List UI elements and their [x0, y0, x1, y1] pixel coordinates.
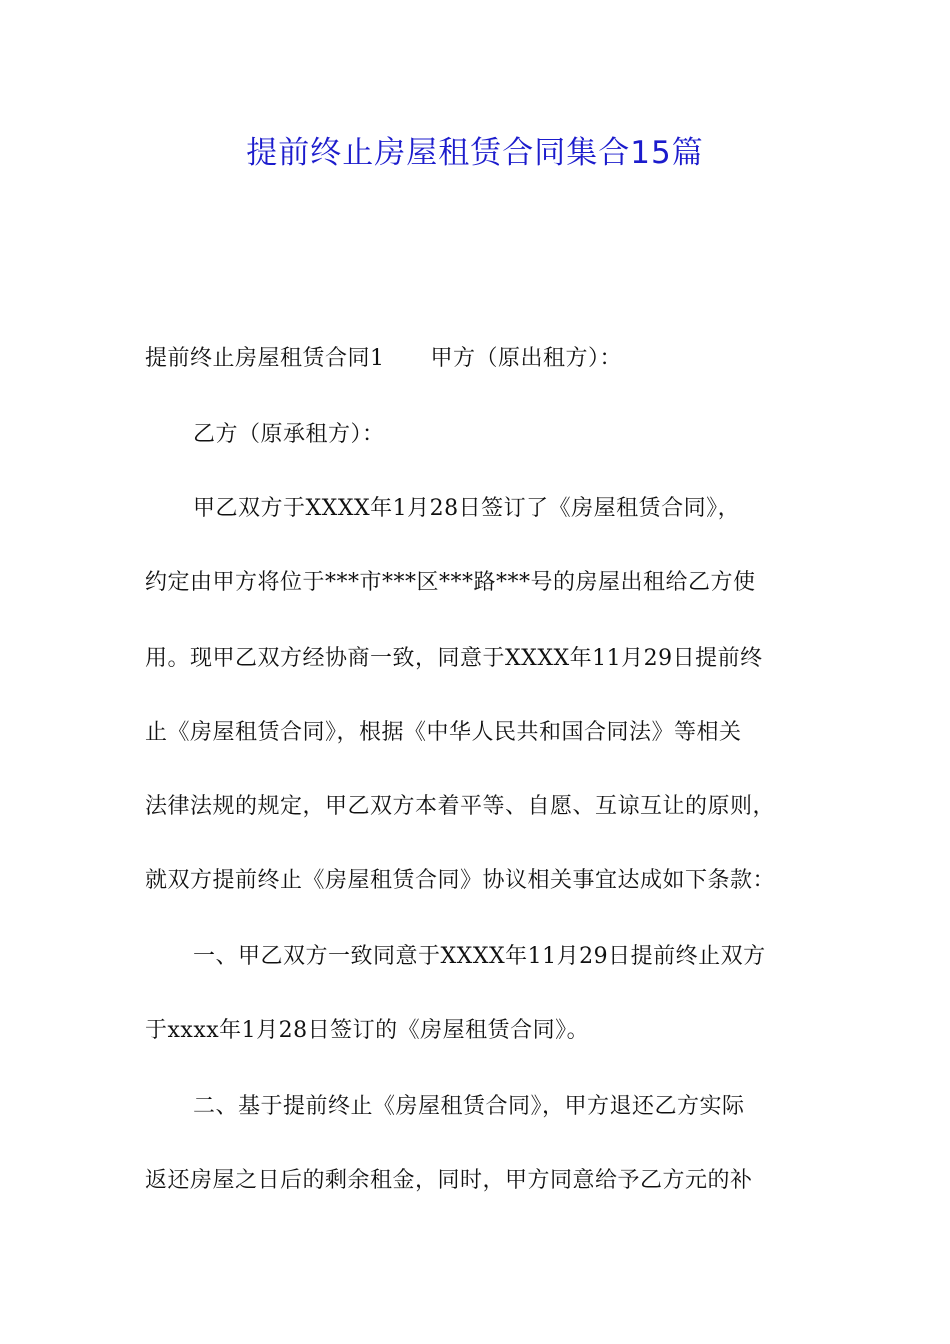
paragraph-line: 返还房屋之日后的剩余租金，同时，甲方同意给予乙方元的补 [145, 1168, 753, 1193]
document-title: 提前终止房屋租赁合同集合15篇 [246, 135, 704, 171]
section-heading-line [145, 344, 622, 374]
party-a-line: 甲方（原出租方）： [430, 346, 623, 371]
section-heading: 提前终止房屋租赁合同1 [145, 346, 385, 371]
paragraph-line: 就双方提前终止《房屋租赁合同》协议相关事宜达成如下条款： [145, 868, 776, 893]
paragraph-line: 二、基于提前终止《房屋租赁合同》，甲方退还乙方实际 [193, 1094, 745, 1119]
paragraph-line: 于xxxx年1月28日签订的《房屋租赁合同》。 [145, 1018, 590, 1043]
paragraph-line: 乙方（原承租方）： [193, 422, 385, 447]
paragraph-line: 一、甲乙双方一致同意于XXXX年11月29日提前终止双方 [193, 944, 766, 969]
paragraph-line: 用。现甲乙双方经协商一致，同意于XXXX年11月29日提前终 [145, 646, 763, 671]
paragraph-line: 约定由甲方将位于***市***区***路***号的房屋出租给乙方使 [145, 570, 756, 595]
paragraph-line: 止《房屋租赁合同》，根据《中华人民共和国合同法》等相关 [145, 720, 742, 745]
paragraph-line: 法律法规的规定，甲乙双方本着平等、自愿、互谅互让的原则， [145, 794, 776, 819]
paragraph-line: 甲乙双方于XXXX年1月28日签订了《房屋租赁合同》， [193, 496, 741, 521]
